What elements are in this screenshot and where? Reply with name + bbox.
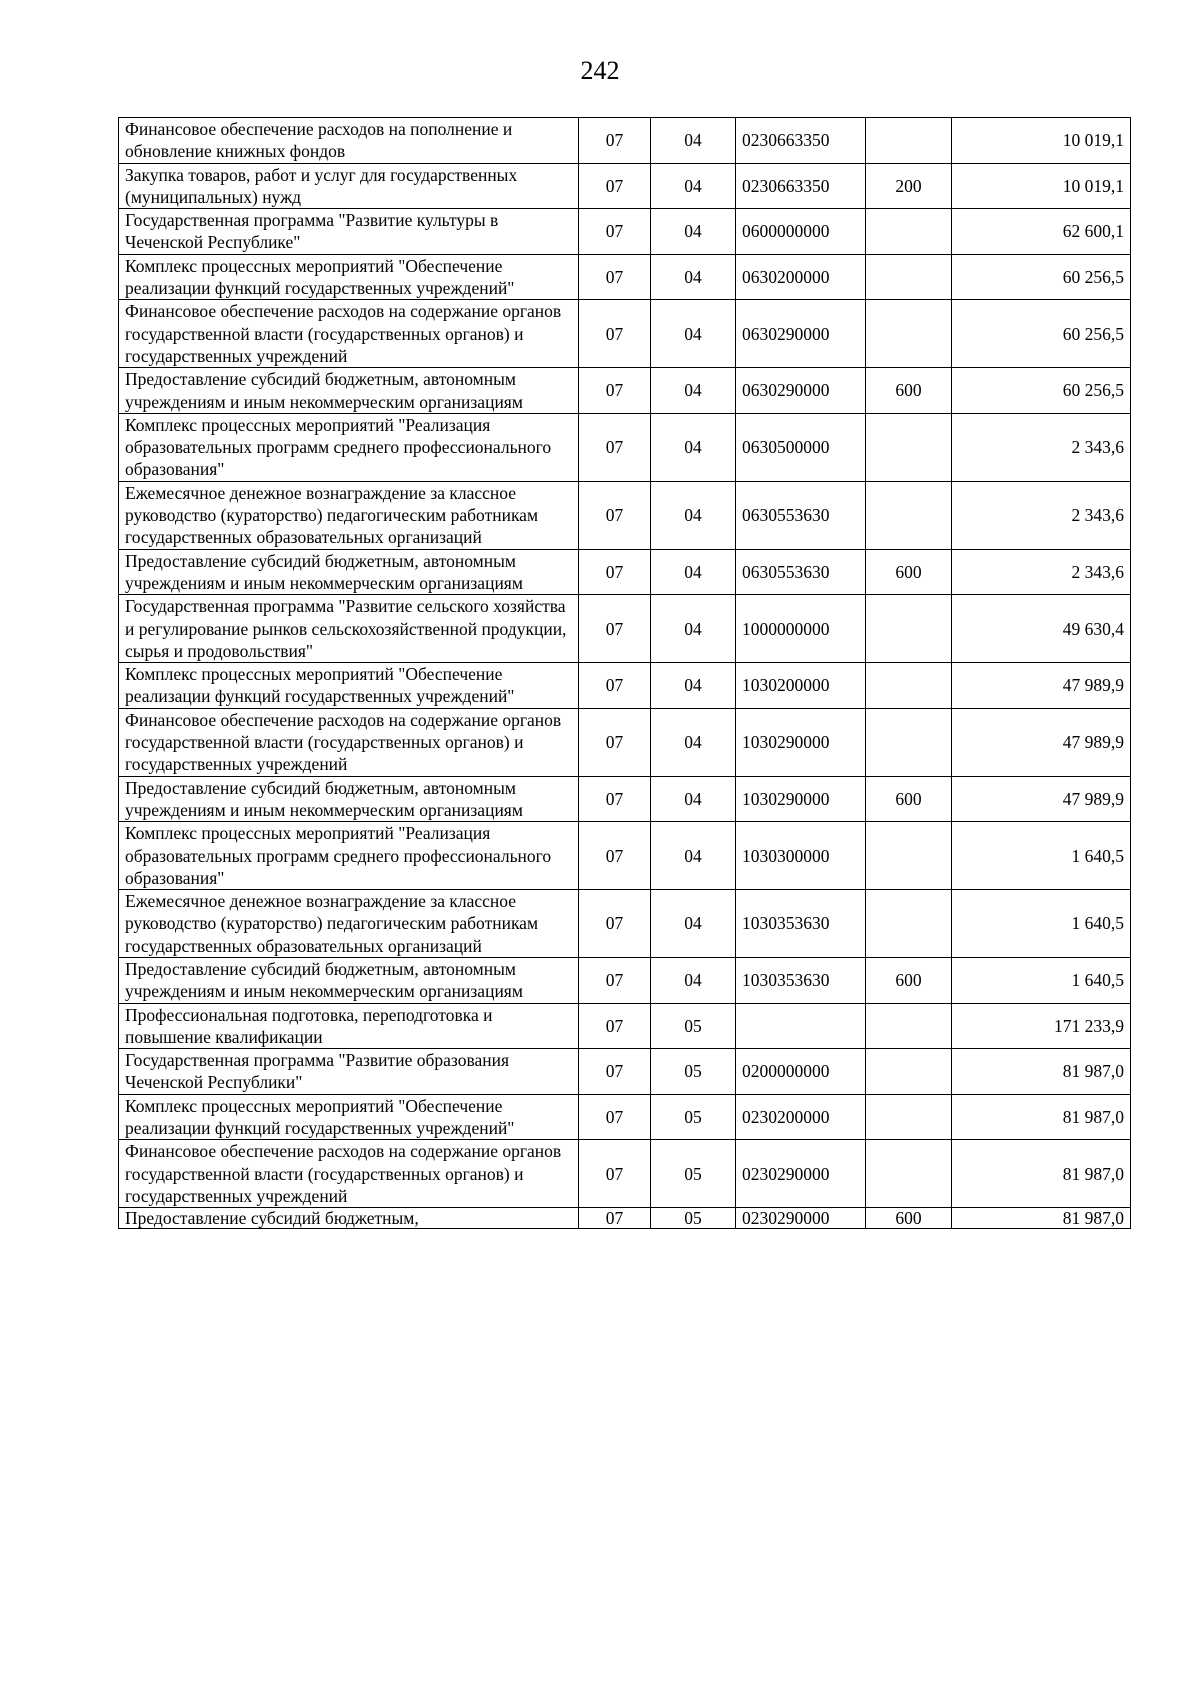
row-name: Комплекс процессных мероприятий "Обеспечение реализации функций государственных учреждений" — [119, 1094, 579, 1140]
row-section: 07 — [579, 708, 651, 776]
row-target-article: 0230663350 — [736, 118, 866, 164]
row-section: 07 — [579, 1140, 651, 1208]
row-amount: 47 989,9 — [952, 776, 1131, 822]
table-row — [119, 118, 1131, 164]
row-name: Финансовое обеспечение расходов на пополнение и обновление книжных фондов — [119, 118, 579, 164]
table-row — [119, 1003, 1131, 1049]
row-subsection: 04 — [651, 118, 736, 164]
table-row — [119, 549, 1131, 595]
row-subsection: 04 — [651, 368, 736, 414]
table-row — [119, 1049, 1131, 1095]
table-row — [119, 708, 1131, 776]
row-section: 07 — [579, 254, 651, 300]
row-target-article: 1030353630 — [736, 957, 866, 1003]
row-expense-type — [866, 1049, 952, 1095]
row-expense-type — [866, 481, 952, 549]
row-subsection: 04 — [651, 209, 736, 255]
row-name: Предоставление субсидий бюджетным, автономным учреждениям и иным некоммерческим организациям — [119, 368, 579, 414]
row-subsection: 04 — [651, 822, 736, 890]
row-target-article: 0230200000 — [736, 1094, 866, 1140]
row-amount: 1 640,5 — [952, 822, 1131, 890]
page-number: 242 — [580, 56, 620, 85]
row-section: 07 — [579, 163, 651, 209]
row-subsection: 04 — [651, 890, 736, 958]
row-target-article: 0630290000 — [736, 368, 866, 414]
row-amount: 1 640,5 — [952, 957, 1131, 1003]
row-expense-type: 600 — [866, 368, 952, 414]
table-row — [119, 822, 1131, 890]
row-target-article: 0200000000 — [736, 1049, 866, 1095]
row-expense-type: 600 — [866, 549, 952, 595]
row-target-article: 1000000000 — [736, 595, 866, 663]
row-name: Ежемесячное денежное вознаграждение за классное руководство (кураторство) педагогическим работникам государственных образовательных организаций — [119, 481, 579, 549]
row-expense-type — [866, 890, 952, 958]
row-amount: 60 256,5 — [952, 254, 1131, 300]
row-subsection: 05 — [651, 1094, 736, 1140]
row-section: 07 — [579, 1003, 651, 1049]
row-target-article: 0630290000 — [736, 300, 866, 368]
row-target-article: 0230290000 — [736, 1208, 866, 1229]
row-amount: 1 640,5 — [952, 890, 1131, 958]
row-expense-type — [866, 822, 952, 890]
row-section: 07 — [579, 957, 651, 1003]
row-target-article: 0630500000 — [736, 413, 866, 481]
table-row — [119, 254, 1131, 300]
row-subsection: 05 — [651, 1208, 736, 1229]
row-name: Предоставление субсидий бюджетным, автономным учреждениям и иным некоммерческим организациям — [119, 957, 579, 1003]
row-section: 07 — [579, 300, 651, 368]
row-name: Комплекс процессных мероприятий "Реализация образовательных программ среднего профессионального образования" — [119, 413, 579, 481]
row-amount: 81 987,0 — [952, 1094, 1131, 1140]
table-row — [119, 890, 1131, 958]
row-expense-type — [866, 1140, 952, 1208]
row-target-article: 0630553630 — [736, 481, 866, 549]
row-subsection: 04 — [651, 300, 736, 368]
row-expense-type — [866, 300, 952, 368]
row-section: 07 — [579, 368, 651, 414]
row-target-article: 0630200000 — [736, 254, 866, 300]
row-section: 07 — [579, 822, 651, 890]
row-name: Комплекс процессных мероприятий "Обеспечение реализации функций государственных учреждений" — [119, 254, 579, 300]
row-amount: 10 019,1 — [952, 118, 1131, 164]
row-name: Предоставление субсидий бюджетным, автономным учреждениям и иным некоммерческим организациям — [119, 776, 579, 822]
row-amount: 81 987,0 — [952, 1140, 1131, 1208]
row-name: Финансовое обеспечение расходов на содержание органов государственной власти (государственных органов) и государственных учреждений — [119, 300, 579, 368]
row-target-article: 1030200000 — [736, 663, 866, 709]
table-row — [119, 300, 1131, 368]
row-expense-type: 200 — [866, 163, 952, 209]
row-section: 07 — [579, 209, 651, 255]
row-amount: 60 256,5 — [952, 368, 1131, 414]
row-subsection: 04 — [651, 957, 736, 1003]
row-section: 07 — [579, 595, 651, 663]
row-target-article: 1030300000 — [736, 822, 866, 890]
row-name: Комплекс процессных мероприятий "Обеспечение реализации функций государственных учреждений" — [119, 663, 579, 709]
row-subsection: 04 — [651, 595, 736, 663]
row-target-article: 0630553630 — [736, 549, 866, 595]
table-body — [119, 118, 1131, 1229]
row-amount: 47 989,9 — [952, 663, 1131, 709]
row-amount: 47 989,9 — [952, 708, 1131, 776]
row-name: Финансовое обеспечение расходов на содержание органов государственной власти (государственных органов) и государственных учреждений — [119, 708, 579, 776]
row-expense-type — [866, 118, 952, 164]
row-subsection: 04 — [651, 481, 736, 549]
row-section: 07 — [579, 890, 651, 958]
row-expense-type — [866, 254, 952, 300]
table-row — [119, 163, 1131, 209]
row-expense-type: 600 — [866, 776, 952, 822]
row-target-article: 0230663350 — [736, 163, 866, 209]
row-section: 07 — [579, 1094, 651, 1140]
table-row — [119, 1208, 1131, 1229]
row-name: Ежемесячное денежное вознаграждение за классное руководство (кураторство) педагогическим работникам государственных образовательных организаций — [119, 890, 579, 958]
row-amount: 2 343,6 — [952, 549, 1131, 595]
row-amount: 2 343,6 — [952, 481, 1131, 549]
row-name: Государственная программа "Развитие образования Чеченской Республики" — [119, 1049, 579, 1095]
table-row — [119, 1140, 1131, 1208]
row-subsection: 05 — [651, 1140, 736, 1208]
table-row — [119, 957, 1131, 1003]
row-amount: 2 343,6 — [952, 413, 1131, 481]
row-section: 07 — [579, 549, 651, 595]
row-name: Финансовое обеспечение расходов на содержание органов государственной власти (государственных органов) и государственных учреждений — [119, 1140, 579, 1208]
row-target-article: 1030290000 — [736, 776, 866, 822]
row-amount: 10 019,1 — [952, 163, 1131, 209]
row-subsection: 05 — [651, 1049, 736, 1095]
row-amount: 171 233,9 — [952, 1003, 1131, 1049]
row-name: Предоставление субсидий бюджетным, автономным учреждениям и иным некоммерческим организациям — [119, 549, 579, 595]
row-amount: 81 987,0 — [952, 1208, 1131, 1229]
row-section: 07 — [579, 776, 651, 822]
row-subsection: 04 — [651, 254, 736, 300]
row-expense-type: 600 — [866, 957, 952, 1003]
row-section: 07 — [579, 413, 651, 481]
row-expense-type — [866, 595, 952, 663]
row-name: Предоставление субсидий бюджетным, — [119, 1208, 579, 1229]
row-subsection: 05 — [651, 1003, 736, 1049]
row-subsection: 04 — [651, 163, 736, 209]
row-target-article: 1030290000 — [736, 708, 866, 776]
row-section: 07 — [579, 118, 651, 164]
row-name: Государственная программа "Развитие культуры в Чеченской Республике" — [119, 209, 579, 255]
row-expense-type — [866, 413, 952, 481]
row-name: Закупка товаров, работ и услуг для государственных (муниципальных) нужд — [119, 163, 579, 209]
table-row — [119, 1094, 1131, 1140]
row-subsection: 04 — [651, 776, 736, 822]
row-section: 07 — [579, 1049, 651, 1095]
row-name: Профессиональная подготовка, переподготовка и повышение квалификации — [119, 1003, 579, 1049]
row-name: Комплекс процессных мероприятий "Реализация образовательных программ среднего профессионального образования" — [119, 822, 579, 890]
table-row — [119, 368, 1131, 414]
row-subsection: 04 — [651, 708, 736, 776]
table-row — [119, 663, 1131, 709]
row-expense-type — [866, 209, 952, 255]
row-subsection: 04 — [651, 413, 736, 481]
row-amount: 62 600,1 — [952, 209, 1131, 255]
row-target-article: 0600000000 — [736, 209, 866, 255]
row-subsection: 04 — [651, 549, 736, 595]
row-amount: 81 987,0 — [952, 1049, 1131, 1095]
row-section: 07 — [579, 663, 651, 709]
row-section: 07 — [579, 1208, 651, 1229]
row-target-article: 1030353630 — [736, 890, 866, 958]
row-amount: 60 256,5 — [952, 300, 1131, 368]
row-expense-type — [866, 1003, 952, 1049]
row-expense-type: 600 — [866, 1208, 952, 1229]
budget-table — [118, 117, 1131, 1229]
table-row — [119, 481, 1131, 549]
table-row — [119, 776, 1131, 822]
row-name: Государственная программа "Развитие сельского хозяйства и регулирование рынков сельскохозяйственной продукции, сырья и продовольствия" — [119, 595, 579, 663]
table-row — [119, 595, 1131, 663]
row-amount: 49 630,4 — [952, 595, 1131, 663]
row-expense-type — [866, 1094, 952, 1140]
table-row — [119, 413, 1131, 481]
row-expense-type — [866, 708, 952, 776]
row-target-article — [736, 1003, 866, 1049]
row-subsection: 04 — [651, 663, 736, 709]
row-target-article: 0230290000 — [736, 1140, 866, 1208]
row-section: 07 — [579, 481, 651, 549]
row-expense-type — [866, 663, 952, 709]
table-row — [119, 209, 1131, 255]
